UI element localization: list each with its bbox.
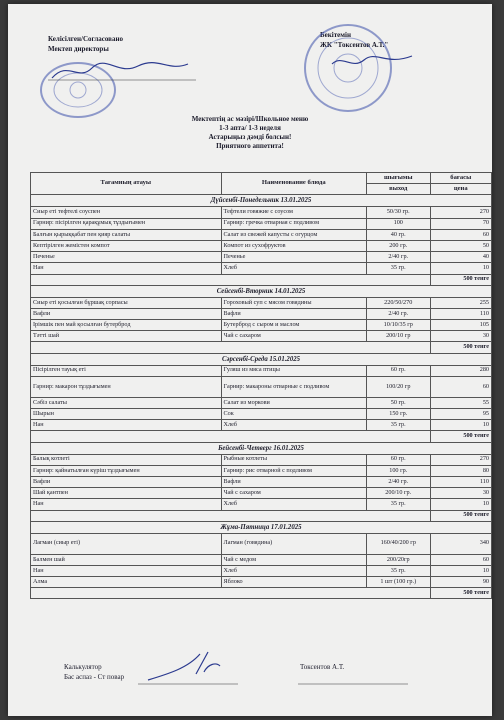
dish-price: 80	[430, 465, 492, 476]
menu-row	[31, 320, 492, 331]
menu-row	[31, 207, 492, 218]
dish-name-ru: Лагман (говядина)	[221, 533, 366, 554]
day-header-row	[31, 195, 492, 207]
day-total: 500 тенге	[430, 588, 492, 599]
dish-name-ru: Рыбные котлеты	[221, 454, 366, 465]
dish-price: 30	[430, 488, 492, 499]
dish-price: 50	[430, 240, 492, 251]
day-total: 500 тенге	[430, 274, 492, 285]
dish-output: 200/10 гр.	[367, 488, 431, 499]
dish-name-ru: Печенье	[221, 252, 366, 263]
total-spacer	[31, 588, 431, 599]
dish-price: 60	[430, 229, 492, 240]
chef-signature	[138, 644, 238, 686]
dish-price: 30	[430, 331, 492, 342]
dish-name-kz: Шай қантпен	[31, 488, 222, 499]
dish-name-ru: Гарнир: рис отварной с подливом	[221, 465, 366, 476]
menu-row	[31, 577, 492, 588]
menu-row	[31, 376, 492, 397]
menu-row	[31, 420, 492, 431]
dish-price: 95	[430, 409, 492, 420]
dish-output: 50/30 гр.	[367, 207, 431, 218]
menu-row	[31, 488, 492, 499]
title-line-1: Мектептің ас мәзірі/Школьное меню	[191, 115, 309, 123]
total-spacer	[31, 431, 431, 442]
dish-name-kz: Шырын	[31, 409, 222, 420]
menu-row	[31, 229, 492, 240]
dish-output: 100 гр.	[367, 465, 431, 476]
dish-name-kz: Алма	[31, 577, 222, 588]
dish-output: 35 гр.	[367, 263, 431, 274]
dish-price: 70	[430, 218, 492, 229]
day-total-row	[31, 274, 492, 285]
dish-name-kz: Нан	[31, 263, 222, 274]
dish-name-kz: Гарнир: пісірілген қарақұмық тұздығымен	[31, 218, 222, 229]
dish-price: 90	[430, 577, 492, 588]
dish-price: 10	[430, 499, 492, 510]
day-header-row	[31, 353, 492, 365]
dish-name-kz: Кептірілген жемістен компот	[31, 240, 222, 251]
dish-price: 10	[430, 420, 492, 431]
menu-table	[30, 172, 492, 599]
dish-output: 2/40 гр.	[367, 308, 431, 319]
dish-name-kz: Гарнир: макарон тұздығымен	[31, 376, 222, 397]
day-total-row	[31, 510, 492, 521]
title-line-3: Астарыңыз дәмді болсын!	[208, 133, 292, 141]
dish-price: 270	[430, 454, 492, 465]
dish-name-ru: Хлеб	[221, 499, 366, 510]
total-spacer	[31, 342, 431, 353]
dish-name-ru: Чай с сахаром	[221, 331, 366, 342]
dish-output: 2/40 гр.	[367, 252, 431, 263]
dish-output: 35 гр.	[367, 499, 431, 510]
dish-output: 100/20 гр	[367, 376, 431, 397]
total-spacer	[31, 274, 431, 285]
dish-name-kz: Балық котлеті	[31, 454, 222, 465]
dish-output: 35 гр.	[367, 420, 431, 431]
menu-row	[31, 465, 492, 476]
title-line-2: 1-3 апта/ 1-3 неделя	[219, 124, 281, 132]
day-total: 500 тенге	[430, 342, 492, 353]
dish-name-ru: Сок	[221, 409, 366, 420]
dish-name-ru: Хлеб	[221, 420, 366, 431]
dish-price: 110	[430, 308, 492, 319]
dish-name-kz: Тәтті шай	[31, 331, 222, 342]
dish-name-kz: Балмен шай	[31, 554, 222, 565]
dish-price: 110	[430, 476, 492, 487]
day-total: 500 тенге	[430, 510, 492, 521]
day-header-row	[31, 285, 492, 297]
day-total-row	[31, 342, 492, 353]
menu-row	[31, 554, 492, 565]
column-header-ru: Наименование блюда	[221, 173, 366, 195]
document-page	[8, 4, 492, 716]
dish-name-ru: Гороховый суп с мясом говядины	[221, 297, 366, 308]
day-total: 500 тенге	[430, 431, 492, 442]
dish-output: 100	[367, 218, 431, 229]
calculator-label: Калькулятор	[64, 663, 102, 671]
dish-name-ru: Хлеб	[221, 263, 366, 274]
menu-row	[31, 263, 492, 274]
column-header-kz: Тағамның атауы	[31, 173, 222, 195]
dish-name-ru: Хлеб	[221, 565, 366, 576]
dish-price: 280	[430, 365, 492, 376]
column-header-output-kz: шығымы	[367, 173, 431, 184]
director-label: Мектеп директоры	[48, 45, 109, 53]
owner-label: ЖК "Токсентов А.Т."	[320, 41, 389, 49]
menu-row	[31, 499, 492, 510]
dish-price: 60	[430, 376, 492, 397]
dish-output: 200 гр.	[367, 240, 431, 251]
dish-output: 1 шт (100 гр.)	[367, 577, 431, 588]
chef-name: Токсентов А.Т.	[300, 663, 345, 671]
column-header-output-ru: выход	[367, 184, 431, 195]
chef-label: Бас аспаз - Ст повар	[64, 673, 125, 681]
dish-price: 270	[430, 207, 492, 218]
dish-output: 200/20гр	[367, 554, 431, 565]
menu-row	[31, 409, 492, 420]
dish-price: 105	[430, 320, 492, 331]
dish-name-kz: Печенье	[31, 252, 222, 263]
column-header-price-ru: цена	[430, 184, 492, 195]
menu-row	[31, 331, 492, 342]
title-line-4: Приятного аппетита!	[216, 142, 284, 150]
menu-row	[31, 308, 492, 319]
dish-name-ru: Чай с медом	[221, 554, 366, 565]
day-title: Дүйсенбі-Понедельник 13.01.2025	[31, 195, 492, 207]
column-header-price-kz: бағасы	[430, 173, 492, 184]
owner-signature	[328, 50, 418, 74]
dish-name-ru: Гарнир: макароны отварные с подливом	[221, 376, 366, 397]
dish-price: 10	[430, 565, 492, 576]
day-header-row	[31, 521, 492, 533]
dish-name-kz: Вафли	[31, 476, 222, 487]
signature-line	[298, 682, 408, 686]
day-header-row	[31, 442, 492, 454]
dish-name-ru: Компот из сухофруктов	[221, 240, 366, 251]
menu-body	[31, 195, 492, 599]
menu-row	[31, 297, 492, 308]
dish-name-ru: Салат из свежей капусты с огурцом	[221, 229, 366, 240]
day-title: Бейсенбі-Четверг 16.01.2025	[31, 442, 492, 454]
dish-name-kz: Нан	[31, 420, 222, 431]
dish-name-ru: Салат из моркови	[221, 397, 366, 408]
dish-name-ru: Вафли	[221, 476, 366, 487]
day-total-row	[31, 431, 492, 442]
dish-name-kz: Балғын қырыққабат пен қияр салаты	[31, 229, 222, 240]
dish-price: 255	[430, 297, 492, 308]
director-signature	[48, 56, 198, 84]
dish-name-ru: Бутерброд с сыром и маслом	[221, 320, 366, 331]
menu-row	[31, 476, 492, 487]
dish-name-ru: Гуляш из мяса птицы	[221, 365, 366, 376]
approve-label: Бекітемін	[320, 31, 352, 39]
menu-row	[31, 565, 492, 576]
dish-name-kz: Нан	[31, 565, 222, 576]
dish-name-kz: Лагман (сиыр еті)	[31, 533, 222, 554]
dish-output: 50 гр.	[367, 397, 431, 408]
dish-output: 10/10/35 гр	[367, 320, 431, 331]
dish-price: 10	[430, 263, 492, 274]
approved-label: Келісілген/Согласовано	[48, 35, 123, 43]
dish-name-kz: Ірімшік пен май қосылған бутерброд	[31, 320, 222, 331]
dish-name-ru: Вафли	[221, 308, 366, 319]
dish-price: 60	[430, 554, 492, 565]
day-total-row	[31, 588, 492, 599]
menu-row	[31, 533, 492, 554]
dish-price: 55	[430, 397, 492, 408]
dish-output: 40 гр.	[367, 229, 431, 240]
dish-name-ru: Чай с сахаром	[221, 488, 366, 499]
dish-name-kz: Вафли	[31, 308, 222, 319]
total-spacer	[31, 510, 431, 521]
day-title: Сәрсенбі-Среда 15.01.2025	[31, 353, 492, 365]
dish-output: 160/40/200 гр	[367, 533, 431, 554]
dish-output: 2/40 гр.	[367, 476, 431, 487]
dish-output: 220/50/270	[367, 297, 431, 308]
dish-output: 200/10 гр	[367, 331, 431, 342]
dish-name-ru: Тефтели говяжие с соусом	[221, 207, 366, 218]
dish-name-kz: Сиыр еті қосылған бұршақ сорпасы	[31, 297, 222, 308]
menu-row	[31, 240, 492, 251]
dish-name-kz: Пісірілген тауық еті	[31, 365, 222, 376]
menu-row	[31, 454, 492, 465]
menu-row	[31, 397, 492, 408]
dish-name-kz: Нан	[31, 499, 222, 510]
day-title: Сейсенбі-Вторник 14.01.2025	[31, 285, 492, 297]
dish-output: 35 гр.	[367, 565, 431, 576]
dish-price: 340	[430, 533, 492, 554]
dish-name-ru: Гарнир: гречка отварная с подливом	[221, 218, 366, 229]
dish-output: 150 гр.	[367, 409, 431, 420]
dish-output: 60 гр.	[367, 365, 431, 376]
dish-name-kz: Сәбіз салаты	[31, 397, 222, 408]
menu-row	[31, 252, 492, 263]
dish-name-kz: Сиыр еті тефтелі соуспен	[31, 207, 222, 218]
day-title: Жұма-Пятница 17.01.2025	[31, 521, 492, 533]
dish-price: 40	[430, 252, 492, 263]
dish-name-ru: Яблоко	[221, 577, 366, 588]
dish-output: 60 гр.	[367, 454, 431, 465]
dish-name-kz: Гарнир: қайнатылған күріш тұздығымен	[31, 465, 222, 476]
menu-row	[31, 218, 492, 229]
menu-row	[31, 365, 492, 376]
